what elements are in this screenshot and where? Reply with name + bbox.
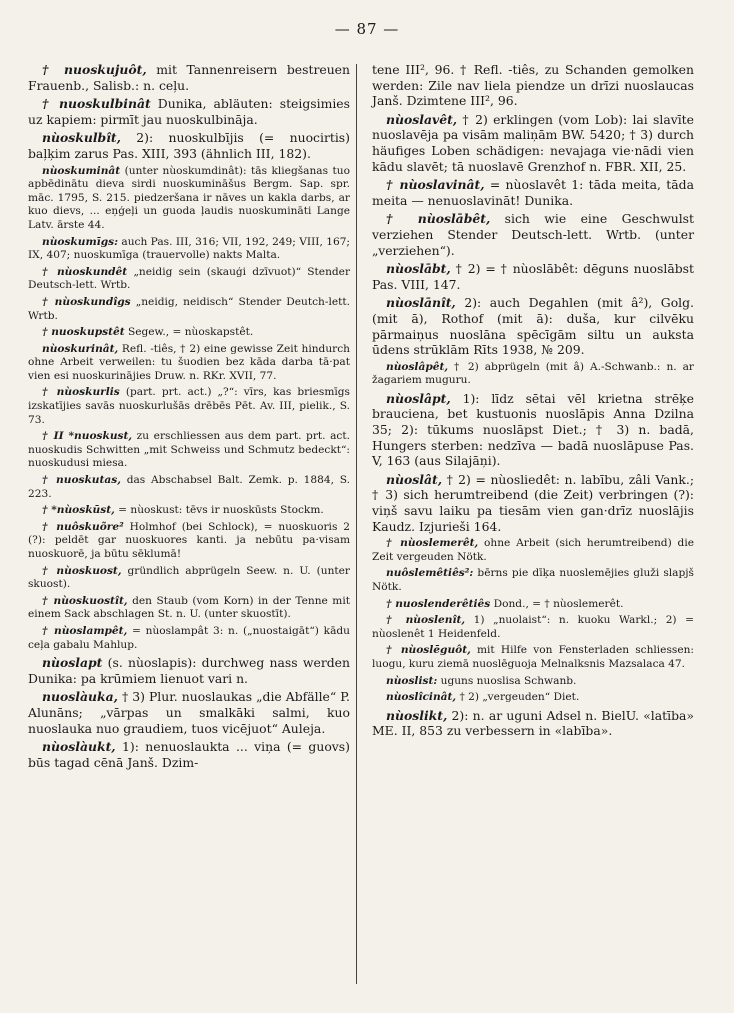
dictionary-entry bbox=[372, 567, 694, 594]
entry-headword: † *nùoskūst, bbox=[42, 504, 115, 517]
entry-headword: † nùoslemerêt, bbox=[386, 537, 479, 550]
entry-headword: nùoskulbît, bbox=[42, 130, 121, 146]
dictionary-entry bbox=[28, 130, 350, 161]
entry-definition: = nùoslampât 3: n. („nuostaigāt“) kādu ceļa gabalu Mahlup. bbox=[28, 624, 350, 651]
entry-definition: (s. nùoslapis): durchweg nass werden Dunika: pa krūmiem lienuot vari n. bbox=[28, 655, 350, 686]
dictionary-entry bbox=[372, 537, 694, 564]
dictionary-entry bbox=[28, 565, 350, 592]
dictionary-entry bbox=[28, 430, 350, 471]
entry-definition: † 2) = nùosliedêt: n. labību, zâli Vank.; † 3) sich herumtreibend (die Zeit) verbringen (?): viņš savu laiku pa tiesām vien gan·drīz nuoslājis Kaudz. Izjurieši 164. bbox=[372, 471, 694, 534]
dictionary-entry bbox=[28, 343, 350, 384]
entry-headword: nùoslât, bbox=[386, 471, 443, 487]
entry-definition: = nùoskust: tēvs ir nuoskūsts Stockm. bbox=[114, 504, 324, 517]
entry-headword: nùoslābt, bbox=[386, 261, 451, 277]
dictionary-entry bbox=[372, 675, 694, 689]
entry-definition: (unter nùoskumdinât): tās kliegšanas tuo apbēdinātu dieva sirdi nuoskumināšus Bergm. Sap. spr. māc. 1795, S. 215. piedzeršana ir nāves un kakla darbs, ar kuo dievs, ... eņģeļi un guoda ļaudis nuoskumināti Lange Latv. ārste 44. bbox=[28, 164, 350, 231]
entry-definition: † 2) abprügeln (mit â) A.-Schwanb.: n. ar žagariem muguru. bbox=[372, 360, 694, 387]
dictionary-entry bbox=[372, 177, 694, 208]
entry-definition: † 3) Plur. nuoslaukas „die Abfälle“ P. Alunāns; „vārpas un smalkāki salmi, kuo nuoslauka nuo graudiem, tuos vicējuot“ Auleja. bbox=[28, 689, 350, 736]
entry-definition: uguns nuoslisa Schwanb. bbox=[437, 674, 577, 687]
dictionary-entry bbox=[372, 211, 694, 258]
entry-headword: † nùoskuostît, bbox=[42, 594, 128, 607]
entry-definition: Segew., = nùoskapstêt. bbox=[124, 326, 254, 339]
entry-headword: nùoskurinât, bbox=[42, 342, 119, 355]
entry-headword: nùoslikt, bbox=[386, 707, 448, 723]
dictionary-entry bbox=[372, 708, 694, 739]
entry-headword: † nùoskurlis bbox=[42, 386, 120, 399]
entry-definition: „neidig sein (skauģi dzīvuot)“ Stender Deutsch-lett. Wrtb. bbox=[28, 265, 351, 292]
entry-definition: mit Tannenreisern bestreuen Frauenb., Salisb.: n. ceļu. bbox=[28, 62, 350, 93]
dictionary-entry bbox=[372, 112, 694, 174]
entry-headword: nuoslàuka, bbox=[42, 689, 118, 705]
entry-definition: den Staub (vom Korn) in der Tenne mit einem Sack abschlagen St. n. U. (unter skuostīt). bbox=[28, 594, 350, 621]
entry-definition: 1): līdz sētai vēl krietna strēķe brauciena, bet kustuonis nuoslāpis Anna Dzilna 35; 2): tūkums nuoslāpst Diet.; † 3) n. badā, Hungers sterben: nedzīva — badā nuoslāpuse Pas. V, 163 (aus Silajāņi). bbox=[372, 390, 694, 469]
entry-headword: † nùoskuost, bbox=[42, 564, 122, 577]
entry-headword: † II *nuoskust, bbox=[42, 430, 133, 443]
entry-headword: nùoslavêt, bbox=[386, 111, 458, 127]
dictionary-entry bbox=[28, 326, 350, 340]
entry-headword: † nuoskutas, bbox=[42, 474, 121, 487]
entry-definition: 2): n. ar uguni Adsel n. BielU. «latība» ME. II, 853 zu verbessern in «labība». bbox=[372, 707, 694, 739]
entry-definition: = nùoslavêt 1: tāda meita, tāda meita — nenuoslavināt! Dunika. bbox=[372, 177, 694, 208]
dictionary-entry bbox=[372, 261, 694, 292]
dictionary-entry bbox=[28, 655, 350, 686]
dictionary-entry bbox=[28, 504, 350, 518]
dictionary-entry bbox=[372, 614, 694, 641]
right-column bbox=[372, 62, 694, 742]
entry-headword: nùoslâpêt, bbox=[386, 360, 449, 373]
entry-headword: nùoskumīgs: bbox=[42, 235, 118, 248]
dictionary-entry bbox=[372, 391, 694, 469]
entry-definition: sich wie eine Geschwulst verziehen Stender Deutsch-lett. Wrtb. (unter „verziehen“). bbox=[372, 211, 694, 258]
entry-headword: nùoskuminât bbox=[42, 164, 121, 177]
dictionary-entry bbox=[28, 474, 350, 501]
entry-headword: nùoslàukt, bbox=[42, 739, 116, 755]
dictionary-entry bbox=[372, 691, 694, 705]
entry-definition: zu erschliessen aus dem part. prt. act. nuoskudis Schwitten „mit Schweiss und Schmutz bedeckt“: nuoskudusi miesa. bbox=[28, 430, 350, 470]
entry-headword: nùoslâpt, bbox=[386, 390, 451, 406]
dictionary-entry bbox=[28, 739, 350, 770]
entry-definition: 2): auch Degahlen (mit â²), Golg. (mit ā), Rothof (mit ā): duša, kur cilvēku pārmaiņus nuoslāna spēcīgām siltu un auksta ūdens strūklām Rīts 1938, № 209. bbox=[372, 295, 694, 358]
entry-definition: Dunika, abläuten: steigsimies uz kapiem: pirmīt jau nuoskulbināja. bbox=[28, 96, 351, 127]
entry-headword: nùoslîcinât, bbox=[386, 691, 457, 704]
entry-definition: † 2) = † nùoslābêt: dēguns nuoslābst Pas. VIII, 147. bbox=[372, 261, 694, 292]
entry-definition: 1): nenuoslaukta ... viņa (= guovs) būs tagad cēnā Janš. Dzim- bbox=[28, 739, 350, 770]
entry-definition: Refl. -tiês, † 2) eine gewisse Zeit hindurch ohne Arbeit verweilen: tu šuodien bez kāda darba tā·pat vien esi nuoskurinājies Druw. n. RKr. XVII, 77. bbox=[28, 342, 350, 382]
entry-definition: † 2) erklingen (vom Lob): lai slavīte nuoslavēja pa visām maliņām BW. 5420; † 3) durch häufiges Loben schädigen: nevajaga vie·nādi vien kādu slavēt; tā nuoslavē Grenzhof n. FBR. XII, 25. bbox=[372, 111, 694, 174]
dictionary-entry bbox=[372, 295, 694, 357]
entry-headword: † nùoslavinât, bbox=[386, 177, 485, 193]
dictionary-entry bbox=[28, 236, 350, 263]
dictionary-entry bbox=[28, 689, 350, 736]
dictionary-entry bbox=[28, 96, 350, 127]
entry-definition: 2): nuoskulbījis (= nuocirtis) baļķim zarus Pas. XIII, 393 (ähnlich III, 182). bbox=[28, 130, 350, 161]
entry-definition: tene III², 96. † Refl. -tiês, zu Schanden gemolken werden: Zile nav liela piendze un drīzi nuoslaucas Janš. Dzimtene III², 96. bbox=[372, 62, 694, 109]
dictionary-entry bbox=[372, 472, 694, 534]
dictionary-entry bbox=[28, 386, 350, 427]
entry-definition: (part. prt. act.) „?“: vīrs, kas briesmīgs izskatījies savās nuoskurlušās drēbēs Pēt. Av. III, pielik., S. 73. bbox=[28, 386, 350, 426]
entry-definition: gründlich abprügeln Seew. n. U. (unter skuost). bbox=[28, 564, 350, 591]
entry-headword: † nuoskujuôt, bbox=[42, 62, 147, 77]
entry-headword: nuôslemêtiês²: bbox=[386, 567, 474, 580]
entry-headword: † nùoskundîgs bbox=[42, 295, 131, 308]
entry-headword: nùoslist: bbox=[386, 674, 438, 687]
page-number: — 87 — bbox=[334, 20, 400, 38]
dictionary-entry bbox=[372, 62, 694, 109]
dictionary-entry bbox=[28, 62, 350, 93]
entry-headword: † nùoslābêt, bbox=[386, 211, 491, 227]
entry-headword: nùoslānît, bbox=[386, 295, 456, 311]
dictionary-entry bbox=[28, 266, 350, 293]
entry-headword: † nùoslenît, bbox=[386, 614, 466, 627]
entry-definition: „neidig, neidisch“ Stender Deutch-lett. Wrtb. bbox=[28, 295, 350, 322]
entry-definition: Holmhof (bei Schlock), = nuoskuoris 2 (?): peldēt gar nuoskuores kanti. ja nebūtu pa·visam nuoskuorē, ja būtu sēklumā! bbox=[28, 520, 351, 560]
entry-headword: † nùoslēguôt, bbox=[386, 644, 471, 657]
dictionary-entry bbox=[28, 165, 350, 233]
entry-definition: Dond., = † nùoslemerêt. bbox=[490, 597, 624, 610]
dictionary-entry bbox=[28, 625, 350, 652]
dictionary-entry bbox=[28, 521, 350, 562]
entry-definition: das Abschabsel Balt. Zemk. p. 1884, S. 223. bbox=[28, 474, 350, 500]
dictionary-entry bbox=[372, 598, 694, 612]
dictionary-entry bbox=[372, 361, 694, 388]
dictionary-entry bbox=[28, 296, 350, 323]
entry-headword: nùoslapt bbox=[42, 655, 103, 671]
column-divider bbox=[356, 64, 357, 984]
entry-headword: † nuoskupstêt bbox=[42, 326, 125, 339]
entry-headword: † nùoskundêt bbox=[42, 265, 128, 278]
entry-definition: auch Pas. III, 316; VII, 192, 249; VIII, 167; IX, 407; nuoskumīga (trauervolle) nakts Malta. bbox=[28, 235, 350, 262]
entry-headword: † nuoskulbinât bbox=[42, 96, 151, 112]
entry-definition: bērns pie dīķa nuoslemējies gluži slapjš Nötk. bbox=[372, 567, 694, 593]
entry-headword: † nùoslampêt, bbox=[42, 624, 128, 637]
dictionary-entry bbox=[28, 595, 350, 622]
dictionary-entry bbox=[372, 644, 694, 671]
entry-headword: † nuôskuõre² bbox=[42, 520, 124, 533]
entry-definition: ohne Arbeit (sich herumtreibend) die Zeit vergeuden Nötk. bbox=[372, 537, 694, 563]
entry-definition: † 2) „vergeuden“ Diet. bbox=[456, 691, 580, 704]
entry-headword: † nuoslenderêtiês bbox=[386, 597, 491, 610]
left-column bbox=[28, 62, 350, 773]
entry-definition: 1) „nuolaist“: n. kuoku Warkl.; 2) = nùoslenêt 1 Heidenfeld. bbox=[372, 614, 694, 640]
entry-definition: mit Hilfe von Fensterladen schliessen: luogu, kuru ziemā nuoslēguoja Melnalksnis Mazsalaca 47. bbox=[372, 644, 694, 670]
